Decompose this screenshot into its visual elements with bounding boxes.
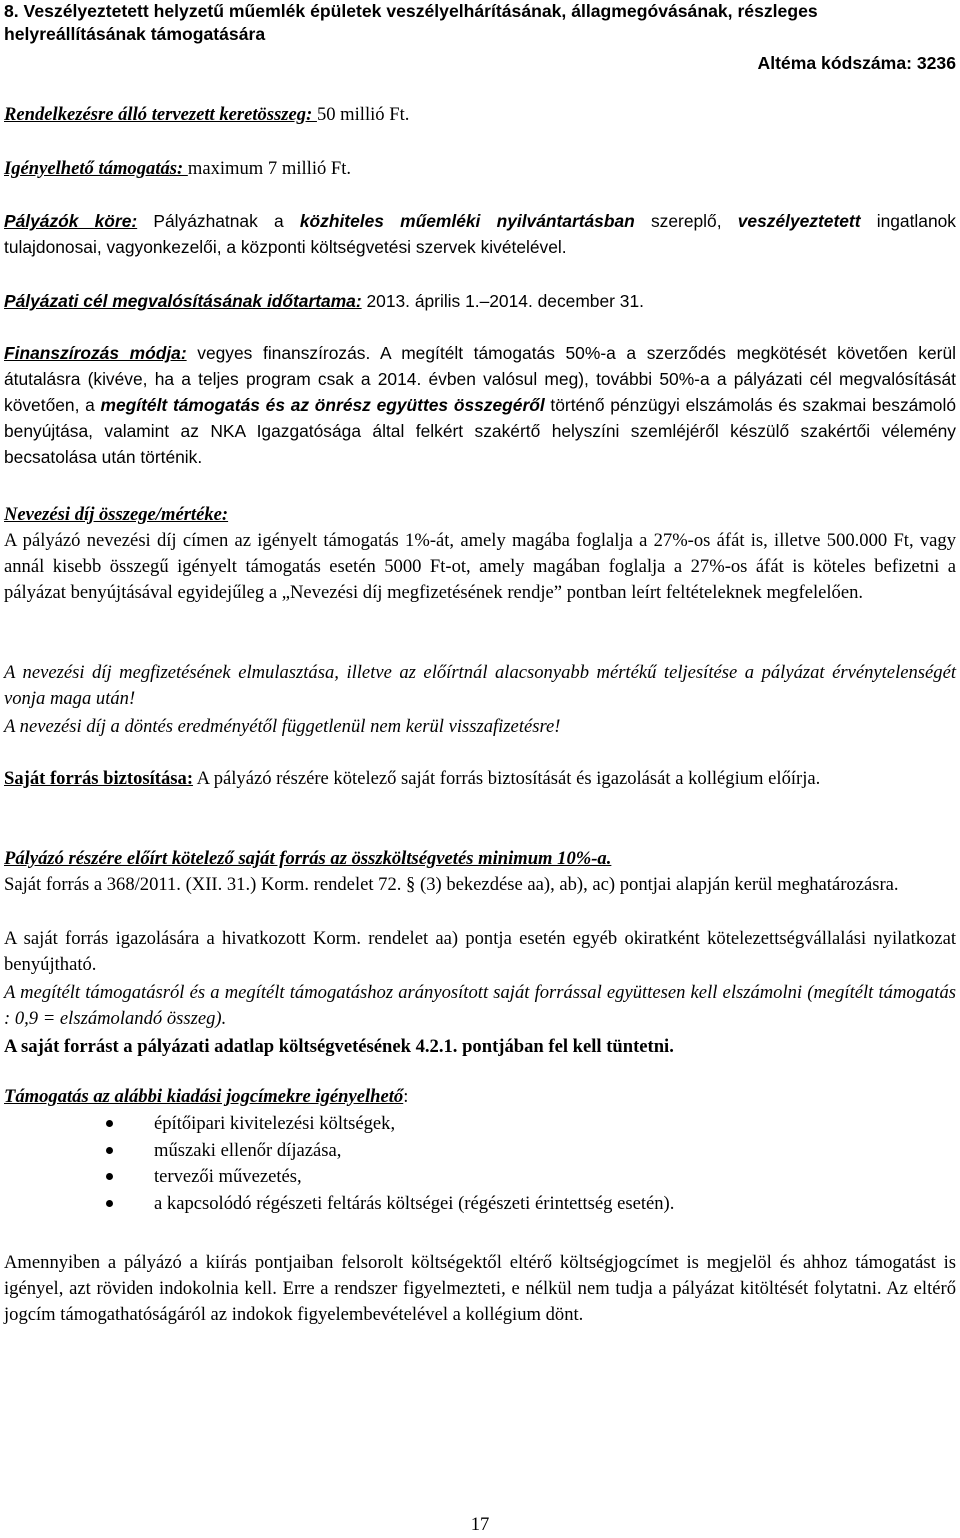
list-item-text: műszaki ellenőr díjazása, [154, 1139, 342, 1161]
applicants-text-1: Pályázhatnak a [137, 211, 300, 231]
own-funds-paragraph-3: A megítélt támogatásról és a megítélt támogatáshoz arányosított saját forrással együttesen kell elszámolni (megítélt támogatás : 0,9 = elszámolandó összeg). [4, 982, 956, 1029]
fee-paragraph: A pályázó nevezési díj címen az igényelt támogatás 1%-át, amely magába foglalja a 27%-os áfát is, illetve 500.000 Ft, vagy annál kisebb összegű igényelt támogatás esetén 5000 Ft-ot, amely magában foglalja a 27%-os áfát is köteles befizetni a pályázat benyújtásával egyidejűleg a „Nevezési díj megfizetésének rendje” pontban leírt feltételeknek megfelelően. [4, 530, 956, 603]
applicants-emphasis-2: veszélyeztetett [737, 211, 861, 231]
heading-line-2: helyreállításának támogatására [4, 24, 266, 44]
own-funds-paragraph-4: A saját forrást a pályázati adatlap költségvetésének 4.2.1. pontjában fel kell tüntetni. [4, 1036, 674, 1057]
list-item [106, 1111, 906, 1138]
own-funds-text: A pályázó részére kötelező saját forrás biztosítását és igazolását a kollégium előírja. [193, 768, 821, 789]
list-item [106, 1191, 906, 1218]
applicants-paragraph [4, 208, 956, 260]
subtopic-code: Altéma kódszáma: 3236 [757, 53, 956, 73]
section-heading [4, 0, 956, 46]
duration-line [4, 288, 956, 314]
fee-label: Nevezési díj összege/mértéke: [4, 504, 229, 525]
fee-label-line [4, 502, 956, 528]
bullet-icon [106, 1120, 113, 1127]
applicants-text-3: ingatlanok tulajdonosai, vagyonkezelői, a központi költségvetési szervek kivételével. [4, 211, 956, 257]
bullet-icon [106, 1173, 113, 1180]
list-item-text: tervezői művezetés, [154, 1166, 302, 1188]
eligible-label: Támogatás az alábbi kiadási jogcímekre igényelhető [4, 1086, 404, 1107]
eligible-label-line [4, 1084, 956, 1110]
max-support-label: Igényelhető támogatás: [4, 158, 188, 179]
own-funds-label: Saját forrás biztosítása: [4, 768, 194, 789]
list-item-text: a kapcsolódó régészeti feltárás költségei (régészeti érintettség esetén). [154, 1192, 675, 1214]
eligible-list [106, 1111, 906, 1217]
budget-line [4, 102, 956, 128]
max-support-value: maximum 7 millió Ft. [187, 158, 352, 179]
financing-emphasis: megítélt támogatás és az önrész együttes összegéről [100, 395, 545, 415]
list-item [106, 1138, 906, 1165]
budget-label: Rendelkezésre álló tervezett keretösszeg: [4, 104, 317, 125]
financing-label: Finanszírozás módja: [4, 343, 187, 363]
applicants-text-2: szereplő, [634, 211, 738, 231]
financing-text-1: vegyes finanszírozás. A megítélt támogatás 50%-a a szerződés megkötését követően kerül átutalásra (kivéve, ha a teljes program csak a 2014. évben valósul meg), további 50%-a a pályázati cél megvalósítását követően, a [4, 343, 956, 415]
financing-paragraph [4, 340, 956, 470]
page-number: 17 [470, 1514, 490, 1535]
bullet-icon [106, 1147, 113, 1154]
own-funds-paragraph-2: A saját forrás igazolására a hivatkozott Korm. rendelet aa) pontja esetén egyéb okiratként kötelezettségvállalási nyilatkozat benyújtható. [4, 928, 956, 975]
fee-warning-2: A nevezési díj a döntés eredményétől függetlenül nem kerül visszafizetésre! [4, 716, 561, 737]
financing-text-2: történő pénzügyi elszámolás és szakmai beszámoló benyújtása, valamint az NKA Igazgatósága által felkért szakértő helyszíni szemléjéről készülő szakértői vélemény becsatolása után történik. [4, 395, 957, 467]
list-item [106, 1164, 906, 1191]
budget-value: 50 millió Ft. [316, 104, 410, 125]
own-funds-paragraph-1: Saját forrás a 368/2011. (XII. 31.) Korm. rendelet 72. § (3) bekezdése aa), ab), ac) pontjai alapján kerül meghatározásra. [4, 874, 899, 895]
closing-paragraph: Amennyiben a pályázó a kiírás pontjaiban felsorolt költségektől eltérő költségjogcímet is megjelöl és ahhoz támogatást is igényel, azt röviden indokolnia kell. Erre a rendszer figyelmezteti, e nélkül nem tudja a pályázat kitöltését folytatni. Az eltérő jogcím támogathatóságáról az indokok figyelembevételével a kollégium dönt. [4, 1252, 956, 1325]
list-item-text: építőipari kivitelezési költségek, [154, 1113, 396, 1134]
applicants-label: Pályázók köre: [4, 211, 138, 231]
duration-label: Pályázati cél megvalósításának időtartama: [4, 291, 362, 311]
max-support-line [4, 156, 956, 182]
heading-line-1: 8. Veszélyeztetett helyzetű műemlék épületek veszélyelhárításának, állagmegóvásának, részleges [4, 1, 818, 21]
duration-value: 2013. április 1.–2014. december 31. [361, 291, 644, 311]
own-funds-min-rule: Pályázó részére előírt kötelező saját forrás az összköltségvetés minimum 10%-a. [4, 848, 612, 869]
applicants-emphasis-1: közhiteles műemléki nyilvántartásban [299, 211, 635, 231]
own-funds-paragraph [4, 766, 956, 792]
bullet-icon [106, 1200, 113, 1207]
eligible-colon: : [403, 1086, 409, 1107]
fee-warning-1: A nevezési díj megfizetésének elmulasztása, illetve az előírtnál alacsonyabb mértékű teljesítése a pályázat érvénytelenségét vonja maga után! [4, 662, 956, 709]
